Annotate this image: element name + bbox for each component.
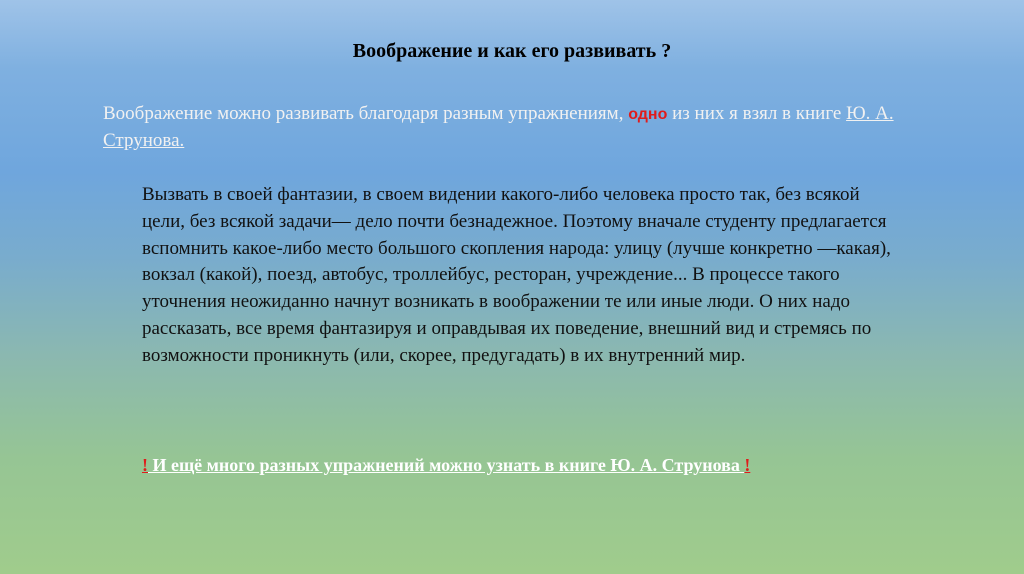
intro-accent-word: одно	[628, 106, 668, 123]
slide-title: Воображение и как его развивать ?	[352, 40, 672, 62]
intro-text-before: Воображение можно развивать благодаря разным упражнениям,	[103, 103, 629, 124]
intro-text-after: из них я взял в книге	[667, 103, 847, 124]
exercise-paragraph: Вызвать в своей фантазии, в своем видении какого-либо человека просто так, без всякой цели, без всякой задачи— дело почти безнадежное. Поэтому вначале студенту предлагается вспомнить какое-либо место большого скопления народа: улицу (лучше конкретно —какая), вокзал (какой), поезд, автобус, троллейбус, ресторан, учреждение... В процессе такого уточнения неожиданно начнут возникать в воображении те или иные люди. О них надо рассказать, все время фантазируя и оправдывая их поведение, внешний вид и стремясь по возможности проникнуть (или, скорее, предугадать) в их внутренний мир.	[142, 184, 891, 366]
intro-text	[103, 101, 963, 154]
exclamation-mark-left: !	[142, 455, 148, 475]
footer-text: И ещё много разных упражнений можно узнать в книге Ю. А. Струнова	[148, 455, 745, 475]
author-link[interactable]: Ю. А. Струнова.	[103, 103, 894, 151]
exclamation-mark-right: !	[744, 455, 751, 475]
footer-link[interactable]	[142, 455, 902, 476]
